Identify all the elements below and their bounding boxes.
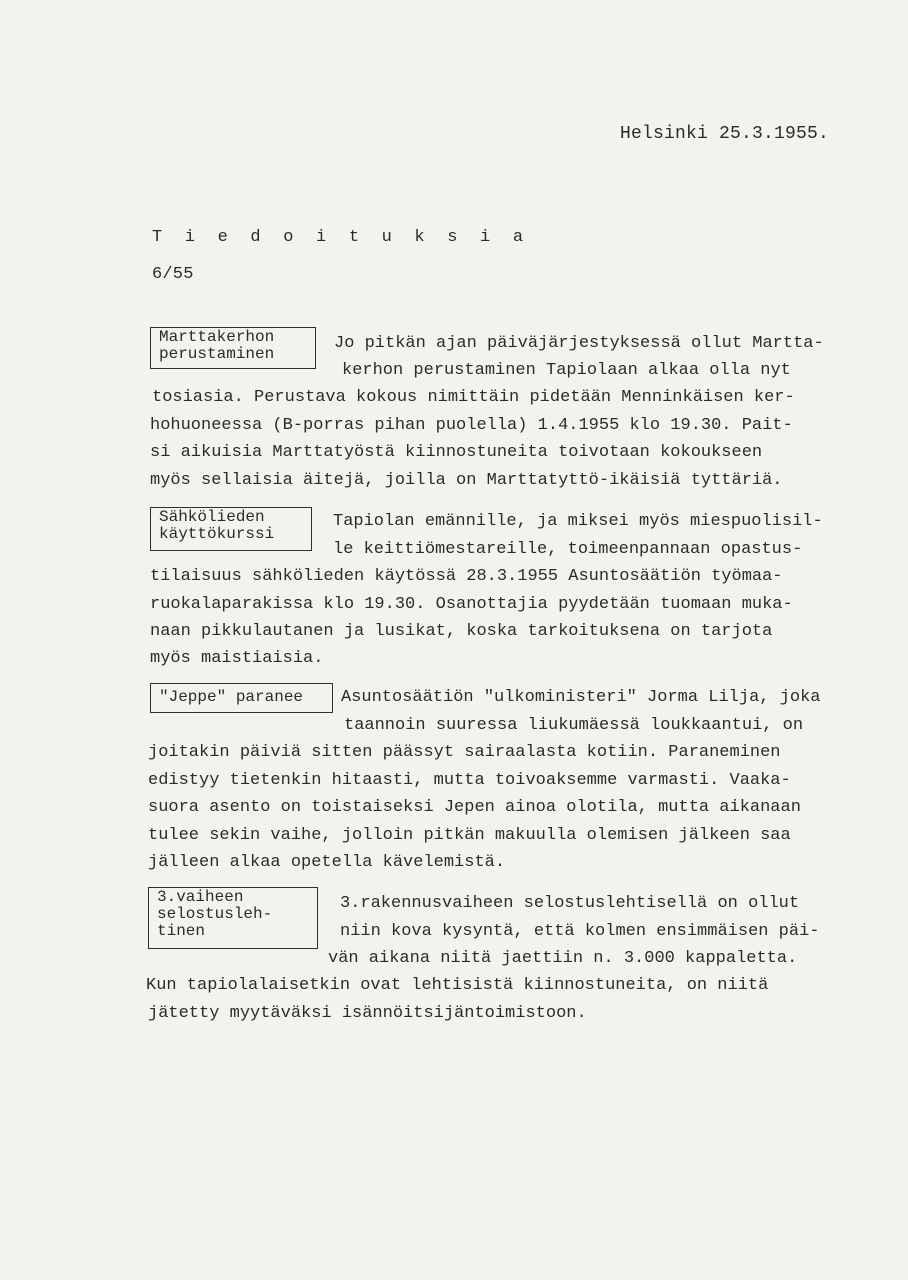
- body-line: joitakin päiviä sitten päässyt sairaalasta kotiin. Paraneminen: [148, 743, 781, 762]
- body-line: suora asento on toistaiseksi Jepen ainoa olotila, mutta aikanaan: [148, 798, 801, 817]
- body-line: le keittiömestareille, toimeenpannaan opastus-: [333, 540, 803, 559]
- body-line: Jo pitkän ajan päiväjärjestyksessä ollut Martta-: [334, 334, 824, 353]
- issue-number: 6/55: [152, 265, 194, 284]
- body-line: vän aikana niitä jaettiin n. 3.000 kappaletta.: [328, 949, 798, 968]
- body-line: 3.rakennusvaiheen selostuslehtisellä on ollut: [340, 894, 800, 913]
- section-heading-box: "Jeppe" paranee: [150, 683, 333, 713]
- body-line: niin kova kysyntä, että kolmen ensimmäisen päi-: [340, 922, 820, 941]
- body-line: Asuntosäätiön "ulkoministeri" Jorma Lilja, joka: [341, 688, 821, 707]
- body-line: Tapiolan emännille, ja miksei myös miespuolisil-: [333, 512, 823, 531]
- document-date: Helsinki 25.3.1955.: [620, 124, 830, 144]
- body-line: myös sellaisia äitejä, joilla on Marttatyttö-ikäisiä tyttäriä.: [150, 471, 783, 490]
- body-line: tilaisuus sähkölieden käytössä 28.3.1955 Asuntosäätiön työmaa-: [150, 567, 783, 586]
- document-title: T i e d o i t u k s i a: [152, 228, 530, 247]
- body-line: jälleen alkaa opetella kävelemistä.: [148, 853, 506, 872]
- body-line: naan pikkulautanen ja lusikat, koska tarkoituksena on tarjota: [150, 622, 773, 641]
- body-line: tosiasia. Perustava kokous nimittäin pidetään Menninkäisen ker-: [152, 388, 795, 407]
- section-heading-box: 3.vaiheen selostusleh- tinen: [148, 887, 318, 949]
- body-line: ruokalaparakissa klo 19.30. Osanottajia pyydetään tuomaan muka-: [150, 595, 793, 614]
- section-heading-box: Marttakerhon perustaminen: [150, 327, 316, 369]
- body-line: jätetty myytäväksi isännöitsijäntoimistoon.: [148, 1004, 587, 1023]
- body-line: kerhon perustaminen Tapiolaan alkaa olla nyt: [342, 361, 791, 380]
- section-heading-box: Sähkölieden käyttökurssi: [150, 507, 312, 551]
- body-line: taannoin suuressa liukumäessä loukkaantui, on: [344, 716, 804, 735]
- body-line: myös maistiaisia.: [150, 649, 324, 668]
- body-line: Kun tapiolalaisetkin ovat lehtisistä kiinnostuneita, on niitä: [146, 976, 769, 995]
- body-line: hohuoneessa (B-porras pihan puolella) 1.4.1955 klo 19.30. Pait-: [150, 416, 793, 435]
- body-line: edistyy tietenkin hitaasti, mutta toivoaksemme varmasti. Vaaka-: [148, 771, 791, 790]
- body-line: si aikuisia Marttatyöstä kiinnostuneita toivotaan kokoukseen: [150, 443, 763, 462]
- body-line: tulee sekin vaihe, jolloin pitkän makuulla olemisen jälkeen saa: [148, 826, 791, 845]
